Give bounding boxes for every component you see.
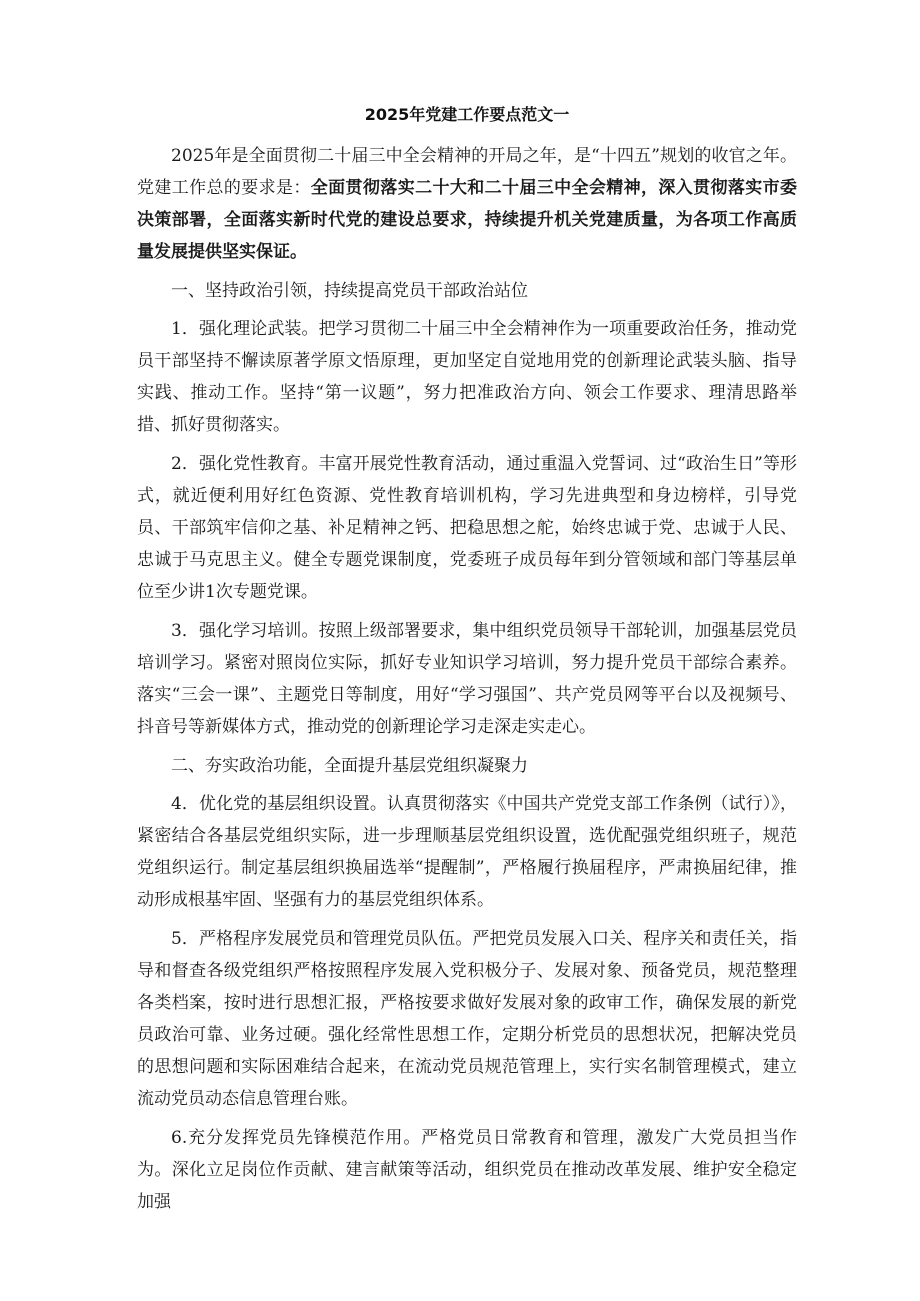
intro-paragraph (137, 140, 797, 268)
document-body (137, 140, 797, 1225)
paragraph-item-1: 1．强化理论武装。把学习贯彻二十届三中全会精神作为一项重要政治任务，推动党员干部坚持不懈读原著学原文悟原理，更加坚定自觉地用党的创新理论武装头脑、指导实践、推动工作。坚持“第一议题”，努力把准政治方向、领会工作要求、理清思路举措、抓好贯彻落实。 (137, 319, 797, 435)
paragraph-item-6: 6.充分发挥党员先锋模范作用。严格党员日常教育和管理，激发广大党员担当作为。深化立足岗位作贡献、建言献策等活动，组织党员在推动改革发展、维护安全稳定加强 (137, 1128, 797, 1212)
intro-text: 2025年是全面贯彻二十届三中全会精神的开局之年，是“十四五”规划的收官之年。党建工作总的要求是： (137, 146, 797, 198)
section-heading-2: 二、夯实政治功能，全面提升基层党组织凝聚力 (171, 756, 528, 776)
paragraph-item-3: 3．强化学习培训。按照上级部署要求，集中组织党员领导干部轮训，加强基层党员培训学习。紧密对照岗位实际，抓好专业知识学习培训，努力提升党员干部综合素养。落实“三会一课”、主题党日等制度，用好“学习强国”、共产党员网等平台以及视频号、抖音号等新媒体方式，推动党的创新理论学习走深走实走心。 (137, 621, 797, 737)
intro-requirement-bold: 全面贯彻落实二十大和二十届三中全会精神，深入贯彻落实市委决策部署，全面落实新时代党的建设总要求，持续提升机关党建质量，为各项工作高质量发展提供坚实保证。 (137, 178, 798, 262)
paragraph-item-4: 4．优化党的基层组织设置。认真贯彻落实《中国共产党党支部工作条例（试行）》，紧密结合各基层党组织实际，进一步理顺基层党组织设置，选优配强党组织班子，规范党组织运行。制定基层组织换届选举“提醒制”，严格履行换届程序，严肃换届纪律，推动形成根基牢固、坚强有力的基层党组织体系。 (137, 794, 797, 910)
document-title: 2025年党建工作要点范文一 (364, 105, 570, 124)
paragraph-item-5: 5．严格程序发展党员和管理党员队伍。严把党员发展入口关、程序关和责任关，指导和督查各级党组织严格按照程序发展入党积极分子、发展对象、预备党员，规范整理各类档案，按时进行思想汇报，严格按要求做好发展对象的政审工作，确保发展的新党员政治可靠、业务过硬。强化经常性思想工作，定期分析党员的思想状况，把解决党员的思想问题和实际困难结合起来，在流动党员规范管理上，实行实名制管理模式，建立流动党员动态信息管理台账。 (137, 929, 797, 1109)
section-heading-1: 一、坚持政治引领，持续提高党员干部政治站位 (171, 281, 528, 301)
paragraph-item-2: 2．强化党性教育。丰富开展党性教育活动，通过重温入党誓词、过“政治生日”等形式，就近便利用好红色资源、党性教育培训机构，学习先进典型和身边榜样，引导党员、干部筑牢信仰之基、补足精神之钙、把稳思想之舵，始终忠诚于党、忠诚于人民、忠诚于马克思主义。健全专题党课制度，党委班子成员每年到分管领域和部门等基层单位至少讲1次专题党课。 (137, 454, 797, 602)
